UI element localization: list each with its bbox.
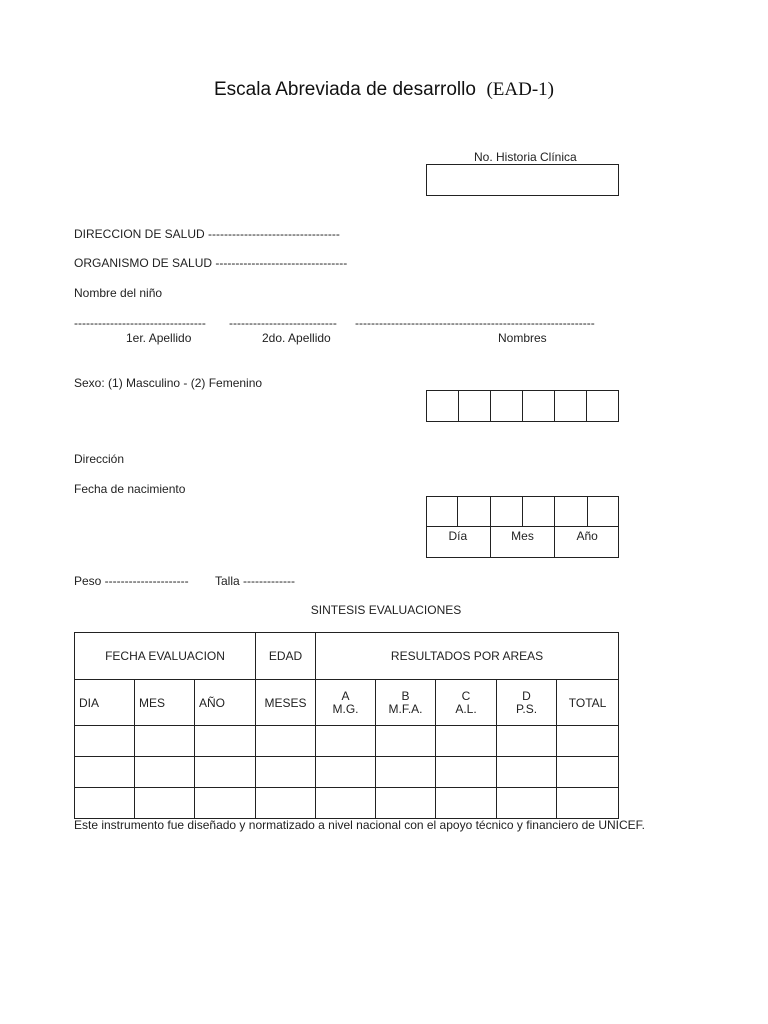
mes-label: Mes <box>491 527 556 558</box>
table-cell[interactable] <box>376 726 436 757</box>
table-cell[interactable] <box>75 726 135 757</box>
fecha-digit-cell[interactable] <box>491 496 523 526</box>
sintesis-title: SINTESIS EVALUACIONES <box>310 603 462 617</box>
fecha-nacimiento-label: Fecha de nacimiento <box>74 482 186 496</box>
area-c-letter: C <box>461 688 471 703</box>
table-row <box>75 757 619 788</box>
table-cell[interactable] <box>256 726 316 757</box>
table-cell[interactable] <box>557 726 619 757</box>
table-cell[interactable] <box>75 757 135 788</box>
table-cell[interactable] <box>497 726 557 757</box>
area-c-header <box>436 680 497 726</box>
apellido2-line: --------------------------- <box>229 316 337 330</box>
talla-field: Talla ------------- <box>215 574 295 588</box>
area-d-name: P.S. <box>515 701 538 716</box>
fecha-evaluacion-header: FECHA EVALUACION <box>75 633 256 680</box>
sexo-boxes[interactable] <box>426 390 619 422</box>
fecha-input-row[interactable] <box>426 496 619 527</box>
area-d-letter: D <box>522 688 531 703</box>
fecha-digit-cell[interactable] <box>523 496 555 526</box>
table-cell[interactable] <box>316 726 376 757</box>
historia-label: No. Historia Clínica <box>474 150 577 164</box>
sexo-box-cell[interactable] <box>427 391 459 421</box>
nombres-label: Nombres <box>498 331 547 345</box>
anio-label: Año <box>576 529 598 543</box>
fecha-digit-cell[interactable] <box>555 496 587 526</box>
area-a-letter: A <box>341 688 350 703</box>
fecha-digit-cell[interactable] <box>426 496 458 526</box>
page-title <box>0 79 768 101</box>
table-cell[interactable] <box>316 788 376 819</box>
historia-input-box[interactable] <box>426 164 619 196</box>
sexo-box-cell[interactable] <box>491 391 523 421</box>
sexo-box-cell[interactable] <box>555 391 587 421</box>
table-cell[interactable] <box>195 726 256 757</box>
table-cell[interactable] <box>436 726 497 757</box>
area-b-letter: B <box>401 688 410 703</box>
organismo-salud-field: ORGANISMO DE SALUD --------------------------------- <box>74 256 348 270</box>
meses-col-header: MESES <box>256 680 316 726</box>
mes-col-header: MES <box>135 680 195 726</box>
sexo-box-cell[interactable] <box>523 391 555 421</box>
fecha-nacimiento-grid <box>426 496 619 558</box>
table-cell[interactable] <box>497 788 557 819</box>
table-cell[interactable] <box>135 757 195 788</box>
title-main: Escala Abreviada de desarrollo <box>213 79 476 100</box>
area-c-name: A.L. <box>455 701 477 716</box>
dia-col-header: DIA <box>75 680 135 726</box>
sintesis-subheader-row <box>75 680 619 726</box>
table-cell[interactable] <box>497 757 557 788</box>
fecha-digit-cell[interactable] <box>458 496 490 526</box>
area-a-header <box>316 680 376 726</box>
sintesis-header-row <box>75 633 619 680</box>
table-cell[interactable] <box>195 757 256 788</box>
direccion-label: Dirección <box>74 452 125 466</box>
table-cell[interactable] <box>376 757 436 788</box>
sexo-box-cell[interactable] <box>587 391 618 421</box>
table-cell[interactable] <box>436 788 497 819</box>
table-cell[interactable] <box>135 726 195 757</box>
table-row <box>75 726 619 757</box>
table-cell[interactable] <box>135 788 195 819</box>
table-cell[interactable] <box>75 788 135 819</box>
nombres-line: ------------------------------------------------------------ <box>355 316 595 330</box>
area-a-name: M.G. <box>332 701 359 716</box>
sexo-box-cell[interactable] <box>459 391 491 421</box>
direccion-salud-field: DIRECCION DE SALUD --------------------------------- <box>74 227 340 241</box>
area-d-header <box>497 680 557 726</box>
table-cell[interactable] <box>557 788 619 819</box>
table-cell[interactable] <box>557 757 619 788</box>
footer-note: Este instrumento fue diseñado y normatizado a nivel nacional con el apoyo técnico y financiero de UNICEF. <box>74 818 645 832</box>
area-b-header <box>376 680 436 726</box>
total-col-header: TOTAL <box>557 680 619 726</box>
edad-header: EDAD <box>256 633 316 680</box>
fecha-labels-row <box>426 527 619 558</box>
area-b-name: M.F.A. <box>388 701 423 716</box>
apellido1-label: 1er. Apellido <box>126 331 192 345</box>
table-cell[interactable] <box>316 757 376 788</box>
fecha-digit-cell[interactable] <box>588 496 619 526</box>
table-cell[interactable] <box>436 757 497 788</box>
apellido1-line: --------------------------------- <box>74 316 206 330</box>
anio-col-header: AÑO <box>195 680 256 726</box>
peso-field: Peso --------------------- <box>74 574 189 588</box>
sexo-label: Sexo: (1) Masculino - (2) Femenino <box>74 376 263 390</box>
table-cell[interactable] <box>376 788 436 819</box>
dia-label: Día <box>426 527 491 558</box>
table-cell[interactable] <box>256 757 316 788</box>
apellido2-label: 2do. Apellido <box>262 331 331 345</box>
table-row <box>75 788 619 819</box>
table-cell[interactable] <box>195 788 256 819</box>
sintesis-table <box>74 632 619 819</box>
resultados-header: RESULTADOS POR AREAS <box>316 633 619 680</box>
nombre-nino-label: Nombre del niño <box>74 286 163 300</box>
title-code: (EAD-1) <box>486 79 555 100</box>
table-cell[interactable] <box>256 788 316 819</box>
